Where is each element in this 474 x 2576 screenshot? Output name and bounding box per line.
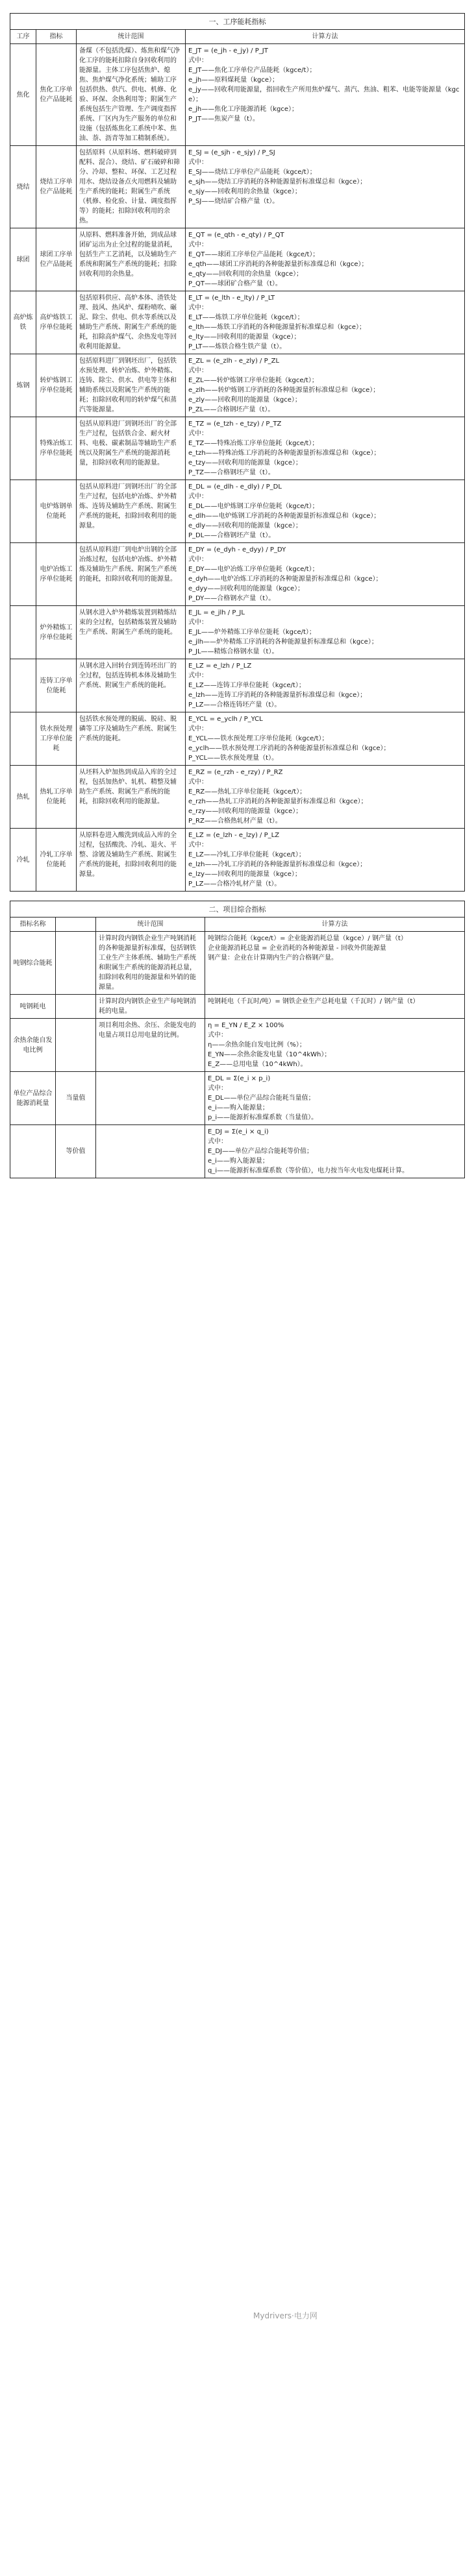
formula-line: e_qth——球团工序消耗的各种能源量折标准煤总和（kgce）；	[188, 261, 368, 268]
table-row	[10, 766, 465, 829]
formula-line: P_JL——精炼合格钢水量（t）。	[188, 648, 279, 655]
formula-line: E_LT = (e_lth - e_lty) / P_LT	[188, 295, 275, 302]
method-cell	[186, 543, 465, 606]
formula-line: P_ZL——合格钢坯产量（t）。	[188, 406, 275, 413]
indicator-cell: 冷轧工序单位能耗	[36, 829, 77, 892]
header-scope: 统计范围	[77, 30, 186, 44]
formula-line: P_TZ——合格钢坯产量（t）。	[188, 469, 275, 476]
table-row	[10, 606, 465, 659]
formula-line: e_rzy——回收利用的能源量（kgce）；	[188, 808, 303, 815]
formula-line: E_DJ = Σ(e_i × q_i)	[208, 1128, 269, 1136]
table-row	[10, 543, 465, 606]
table-row	[10, 932, 465, 995]
formula-line: 企业能源消耗总量 = 企业消耗的各种能源量 - 回收外供能源量	[208, 945, 386, 952]
method-cell	[186, 659, 465, 712]
formula-line: P_LZ——合格连铸坯产量（t）。	[188, 701, 281, 709]
formula-line: e_rzh——热轧工序消耗的各种能源量折标准煤总和（kgce）；	[188, 798, 368, 805]
formula-line: E_DL = Σ(e_i × p_i)	[208, 1075, 271, 1082]
sub-cell	[56, 932, 96, 995]
indicator-cell: 转炉炼钢工序单位能耗	[36, 354, 77, 417]
formula-line: e_sjh——烧结工序消耗的各种能源量折标准煤总和（kgce）；	[188, 178, 367, 186]
process-cell	[10, 543, 36, 606]
method-cell	[186, 606, 465, 659]
formula-line: P_LZ——合格冷轧材产量（t）。	[188, 881, 281, 888]
formula-line: e_sjy——回收利用的余热量（kgce）；	[188, 188, 301, 195]
indicator-cell: 烧结工序单位产品能耗	[36, 146, 77, 228]
formula-line: P_LT——炼铁合格生铁产量（t）。	[188, 343, 286, 350]
table-row	[10, 44, 465, 146]
project-indicator-table	[10, 901, 465, 1178]
process-energy-table	[10, 13, 465, 892]
process-cell: 球团	[10, 228, 36, 291]
table-row	[10, 659, 465, 712]
formula-line: 式中：	[188, 725, 208, 733]
table-row	[10, 995, 465, 1019]
formula-line: E_DL——单位产品综合能耗当量值；	[208, 1095, 315, 1102]
sub-cell: 等价值	[56, 1125, 96, 1178]
table-row	[10, 354, 465, 417]
indicator-cell: 球团工序单位产品能耗	[36, 228, 77, 291]
scope-cell: 从原料、燃料准备开始，到成品球团矿运出为止全过程的能量消耗，包括生产工艺消耗，以及辅助生产系统和附属生产系统的能耗；扣除回收利用的余热量。	[77, 228, 186, 291]
table-row	[10, 228, 465, 291]
sub-cell	[56, 1019, 96, 1072]
formula-line: e_dyh——电炉冶炼工序消耗的各种能源量折标准煤总和（kgce）；	[188, 576, 382, 583]
formula-line: e_qty——回收利用的余热量（kgce）；	[188, 271, 303, 278]
scope-cell: 从钢水进入炉外精炼装置到精炼结束的全过程，包括精炼装置及辅助生产系统、附属生产系统的能耗。	[77, 606, 186, 659]
formula-line: E_JL = e_jlh / P_JL	[188, 609, 245, 616]
formula-line: E_YN——余热余能发电量（10^4kWh）；	[208, 1051, 331, 1058]
formula-line: 式中：	[188, 367, 208, 374]
formula-line: P_JT——焦炭产量（t）。	[188, 115, 260, 123]
formula-line: E_LZ——冷轧工序单位能耗（kgce/t）；	[188, 851, 305, 858]
formula-line: E_TZ = (e_tzh - e_tzy) / P_TZ	[188, 420, 282, 428]
process-cell: 热轧	[10, 766, 36, 829]
indicator-name-cell: 吨钢耗电	[10, 995, 56, 1019]
formula-line: E_ZL = (e_zlh - e_zly) / P_ZL	[188, 358, 280, 365]
formula-line: 式中：	[188, 493, 208, 500]
watermark: Mydrivers·电力网	[253, 2311, 318, 2320]
header-process: 工序	[10, 30, 36, 44]
method-cell	[186, 712, 465, 766]
formula-line: 式中：	[208, 1138, 227, 1145]
scope-cell: 包括原料供应、高炉本体、渣铁处理、鼓风、热风炉、煤粉喷吹、碾泥、除尘、供电、供水等系统以及辅助生产系统、附属生产系统的能耗，扣除高炉煤气、余热发电等回收利用能源量。	[77, 291, 186, 354]
header-method: 计算方法	[186, 30, 465, 44]
process-cell: 高炉炼铁	[10, 291, 36, 354]
method-cell	[205, 1125, 465, 1178]
formula-line: e_lth——炼铁工序消耗的各种能源量折标准煤总和（kgce）；	[188, 324, 366, 331]
indicator-cell: 焦化工序单位产品能耗	[36, 44, 77, 146]
process-cell: 冷轧	[10, 829, 36, 892]
formula-line: E_DL = (e_dlh - e_dly) / P_DL	[188, 483, 282, 491]
formula-line: P_SJ——烧结矿合格产量（t）。	[188, 198, 279, 205]
scope-cell	[96, 1072, 205, 1125]
formula-line: E_YCL——铁水预处理工序单位能耗（kgce/t）；	[188, 735, 329, 742]
method-cell	[205, 932, 465, 995]
method-cell	[186, 417, 465, 480]
formula-line: e_yclh——铁水预处理工序消耗的各种能源量折标准煤总和（kgce）；	[188, 745, 390, 752]
scope-cell: 计算时段内钢铁企业生产吨钢消耗的各种能源量折标准煤，包括钢铁工业生产主体系统、辅助生产系统和附属生产系统的能源消耗总量，扣除回收利用的能源量和外销的能源量。	[96, 932, 205, 995]
formula-line: E_JL——炉外精炼工序单位能耗（kgce/t）；	[188, 629, 316, 636]
formula-line: E_SJ——烧结工序单位产品能耗（kgce/t）；	[188, 169, 316, 176]
indicator-cell: 电炉炼钢单位能耗	[36, 480, 77, 543]
formula-line: E_SJ = (e_sjh - e_sjy) / P_SJ	[188, 149, 275, 156]
document	[10, 13, 464, 1178]
scope-cell	[96, 1125, 205, 1178]
formula-line: E_LT——炼铁工序单位能耗（kgce/t）；	[188, 314, 304, 321]
scope-cell: 包括从原料进厂到电炉出钢的全部冶炼过程，包括电炉冶炼、炉外精炼及辅助生产系统、附属生产系统的能耗，扣除回收利用的能源量。	[77, 543, 186, 606]
indicator-cell: 电炉冶炼工序单位能耗	[36, 543, 77, 606]
formula-line: E_DY = (e_dyh - e_dyy) / P_DY	[188, 546, 286, 553]
formula-line: E_RZ——热轧工序单位能耗（kgce/t）；	[188, 788, 306, 796]
indicator-cell: 连铸工序单位能耗	[36, 659, 77, 712]
formula-line: 式中：	[188, 57, 208, 64]
method-cell	[186, 44, 465, 146]
formula-line: 吨钢综合能耗（kgce/t）= 企业能源消耗总量（kgce）/ 钢产量（t）	[208, 935, 407, 942]
table-row	[10, 1072, 465, 1125]
formula-line: 式中：	[208, 1085, 227, 1092]
indicator-cell: 铁水预处理工序单位能耗	[36, 712, 77, 766]
method-cell	[186, 354, 465, 417]
formula-line: E_QT——球团工序单位产品能耗（kgce/t）；	[188, 251, 319, 258]
table-row	[10, 712, 465, 766]
scope-cell: 包括从原料进厂到钢坯出厂的全部生产过程，包括电炉冶炼、炉外精炼、连铸及辅助生产系统、附属生产系统的能耗，扣除回收利用的能源量。	[77, 480, 186, 543]
scope-cell: 项目利用余热、余压、余能发电的电量占项目总用电量的比例。	[96, 1019, 205, 1072]
scope-cell: 从坯料入炉加热到成品入库的全过程，包括加热炉、轧机、精整及辅助生产系统、附属生产系统的能耗，扣除回收利用的能源量。	[77, 766, 186, 829]
formula-line: e_jlh——炉外精炼工序消耗的各种能源量折标准煤总和（kgce）；	[188, 638, 378, 646]
formula-line: E_TZ——特殊冶炼工序单位能耗（kgce/t）；	[188, 440, 319, 447]
formula-line: P_QT——球团矿合格产量（t）。	[188, 280, 282, 287]
table-row	[10, 291, 465, 354]
formula-line: η——余热余能自发电比例（%）；	[208, 1041, 306, 1049]
formula-line: E_DJ——单位产品综合能耗等价值；	[208, 1148, 313, 1155]
formula-line: e_lty——回收利用的能源量（kgce）；	[188, 334, 301, 341]
formula-line: e_dly——回收利用的能源量（kgce）；	[188, 522, 302, 529]
section2-title: 二、项目综合指标	[10, 901, 465, 917]
method-cell	[186, 146, 465, 228]
scope-cell: 包括原料（从原料场、燃料破碎到配料、混合）、烧结、矿石破碎和筛分、冷却、整粒、环保、工艺过程用水、烧结设备点火用燃料及辅助生产系统的能耗；附属生产系统（机修、检化验、计量、调度指挥等）的能耗；扣除回收利用的余热。	[77, 146, 186, 228]
formula-line: E_YCL = e_yclh / P_YCL	[188, 716, 263, 723]
formula-line: e_lzy——回收利用的能源量（kgce）；	[188, 871, 301, 878]
method-cell	[186, 766, 465, 829]
formula-line: 式中：	[188, 304, 208, 311]
header-method2: 计算方法	[205, 917, 465, 932]
scope-cell: 从原料卷进入酸洗到成品入库的全过程，包括酸洗、冷轧、退火、平整、涂镀及辅助生产系统、附属生产系统的能耗，扣除回收利用的能源量。	[77, 829, 186, 892]
scope-cell: 包括原料进厂到钢坯出厂，包括铁水预处理、转炉冶炼、炉外精炼、连铸、除尘、供水、供电等主体和辅助系统以及附属生产系统的能耗；扣除回收利用的转炉煤气和蒸汽等能源量。	[77, 354, 186, 417]
indicator-name-cell: 余热余能自发电比例	[10, 1019, 56, 1072]
method-cell	[186, 480, 465, 543]
process-cell	[10, 606, 36, 659]
formula-line: P_RZ——合格热轧材产量（t）。	[188, 818, 282, 825]
sub-cell	[56, 995, 96, 1019]
method-cell	[205, 1072, 465, 1125]
formula-line: p_i——能源折标准煤系数（当量值）。	[208, 1114, 318, 1121]
process-cell	[10, 712, 36, 766]
formula-line: e_jh——焦化工序能源消耗（kgce）；	[188, 106, 299, 113]
formula-line: e_jh——原料煤耗量（kgce）；	[188, 77, 279, 84]
scope-cell: 包括铁水预处理的脱硫、脱硅、脱磷等工序及辅助生产系统、附属生产系统的能耗。	[77, 712, 186, 766]
formula-line: e_tzh——特殊冶炼工序消耗的各种能源量折标准煤总和（kgce）；	[188, 450, 380, 457]
formula-line: E_DY——电炉冶炼工序单位能耗（kgce/t）；	[188, 566, 319, 573]
table-row	[10, 417, 465, 480]
formula-line: 式中：	[188, 672, 208, 679]
formula-line: P_YCL——铁水预处理量（t）。	[188, 755, 279, 762]
process-cell	[10, 659, 36, 712]
formula-line: E_LZ——连铸工序单位能耗（kgce/t）；	[188, 682, 305, 689]
header-name: 指标名称	[10, 917, 56, 932]
indicator-name-cell: 单位产品综合能源消耗量	[10, 1072, 56, 1125]
method-cell	[205, 995, 465, 1019]
table-row	[10, 829, 465, 892]
table-row	[10, 1125, 465, 1178]
formula-line: e_dlh——电炉炼钢工序消耗的各种能源量折标准煤总和（kgce）；	[188, 513, 380, 520]
process-cell: 焦化	[10, 44, 36, 146]
table-row	[10, 1019, 465, 1072]
formula-line: 吨钢耗电（千瓦时/吨）= 钢铁企业生产总耗电量（千瓦时）/ 钢产量（t）	[208, 998, 419, 1005]
header-indicator: 指标	[36, 30, 77, 44]
formula-line: 式中：	[208, 1032, 227, 1039]
formula-line: E_LZ = e_lzh / P_LZ	[188, 662, 252, 670]
formula-line: 式中：	[188, 619, 208, 626]
method-cell	[186, 829, 465, 892]
formula-line: E_RZ = (e_rzh - e_rzy) / P_RZ	[188, 769, 283, 776]
formula-line: e_i——购入能源量；	[208, 1158, 269, 1165]
formula-line: 式中：	[188, 159, 208, 166]
indicator-cell: 高炉炼铁工序单位能耗	[36, 291, 77, 354]
process-cell: 炼钢	[10, 354, 36, 417]
process-cell	[10, 480, 36, 543]
header-scope2: 统计范围	[96, 917, 205, 932]
scope-cell: 包括从原料进厂到钢坯出厂的全部生产过程，包括铁合金、耐火材料、电极、碳素制品等辅助生产系统以及附属生产系统的能源消耗量，扣除回收利用的能源量。	[77, 417, 186, 480]
header-sub	[56, 917, 96, 932]
scope-cell: 计算时段内钢铁企业生产每吨钢消耗的电量。	[96, 995, 205, 1019]
process-cell: 烧结	[10, 146, 36, 228]
indicator-name-cell: 吨钢综合能耗	[10, 932, 56, 995]
formula-line: E_JT——焦化工序单位产品能耗（kgce/t）；	[188, 67, 316, 74]
formula-line: E_Z——总用电量（10^4kWh）。	[208, 1061, 307, 1068]
formula-line: η = E_YN / E_Z × 100%	[208, 1022, 284, 1029]
method-cell	[205, 1019, 465, 1072]
process-cell	[10, 417, 36, 480]
formula-line: e_zlh——转炉炼钢工序消耗的各种能源量折标准煤总和（kgce）；	[188, 387, 380, 394]
formula-line: 式中：	[188, 842, 208, 849]
formula-line: E_DL——电炉炼钢工序单位能耗（kgce/t）；	[188, 503, 319, 510]
method-cell	[186, 291, 465, 354]
indicator-name-cell	[10, 1125, 56, 1178]
formula-line: e_lzh——冷轧工序消耗的各种能源量折标准煤总和（kgce）；	[188, 861, 367, 868]
method-cell	[186, 228, 465, 291]
formula-line: e_lzh——连铸工序消耗的各种能源量折标准煤总和（kgce）；	[188, 692, 367, 699]
scope-cell: 从钢水进入回转台到连铸坯出厂的全过程，包括连铸机本体及辅助生产系统、附属生产系统的能耗。	[77, 659, 186, 712]
table-row	[10, 480, 465, 543]
formula-line: e_jy——回收利用能源量，指回收生产所用焦炉煤气、蒸汽、焦油、粗苯、电能等能源量（kgce）；	[188, 86, 460, 103]
formula-line: e_zly——回收利用的能源量（kgce）；	[188, 396, 301, 404]
formula-line: E_QT = (e_qth - e_qty) / P_QT	[188, 232, 284, 239]
section1-title: 一、工序能耗指标	[10, 14, 465, 30]
formula-line: E_LZ = (e_lzh - e_lzy) / P_LZ	[188, 832, 280, 839]
formula-line: E_ZL——转炉炼钢工序单位能耗（kgce/t）；	[188, 377, 318, 384]
formula-line: 钢产量：企业在计算期内生产的合格钢产量。	[208, 954, 338, 962]
indicator-cell: 特殊冶炼工序单位能耗	[36, 417, 77, 480]
table-row	[10, 146, 465, 228]
formula-line: e_tzy——回收利用的能源量（kgce）；	[188, 459, 303, 467]
formula-line: 式中：	[188, 430, 208, 437]
indicator-cell: 热轧工序单位能耗	[36, 766, 77, 829]
formula-line: E_JT = (e_jh - e_jy) / P_JT	[188, 47, 268, 55]
formula-line: P_DY——合格钢水产量（t）。	[188, 595, 275, 602]
formula-line: e_i——购入能源量；	[208, 1104, 269, 1112]
scope-cell: 备煤（不包括洗煤）、炼焦和煤气净化工序的能耗扣除自身回收利用的能源量。主体工序包括焦炉、熄焦、焦炉煤气净化系统；辅助工序包括供热、供汽、供电、机修、化验、环保、余热利用等；附属生产系统包括生产管理、生产调度指挥系统、厂区内为生产服务的单位和设施（包括炼焦化工系统中苯、焦油、萘、沥青等加工精制系统）。	[77, 44, 186, 146]
formula-line: 式中：	[188, 241, 208, 249]
sub-cell: 当量值	[56, 1072, 96, 1125]
formula-line: 式中：	[188, 779, 208, 786]
formula-line: 式中：	[188, 556, 208, 563]
formula-line: q_i——能源折标准煤系数（等价值），电力按当年火电发电煤耗计算。	[208, 1167, 409, 1174]
formula-line: P_DL——合格钢坯产量（t）。	[188, 532, 275, 539]
formula-line: e_dyy——回收利用的能源量（kgce）；	[188, 585, 305, 592]
indicator-cell: 炉外精炼工序单位能耗	[36, 606, 77, 659]
